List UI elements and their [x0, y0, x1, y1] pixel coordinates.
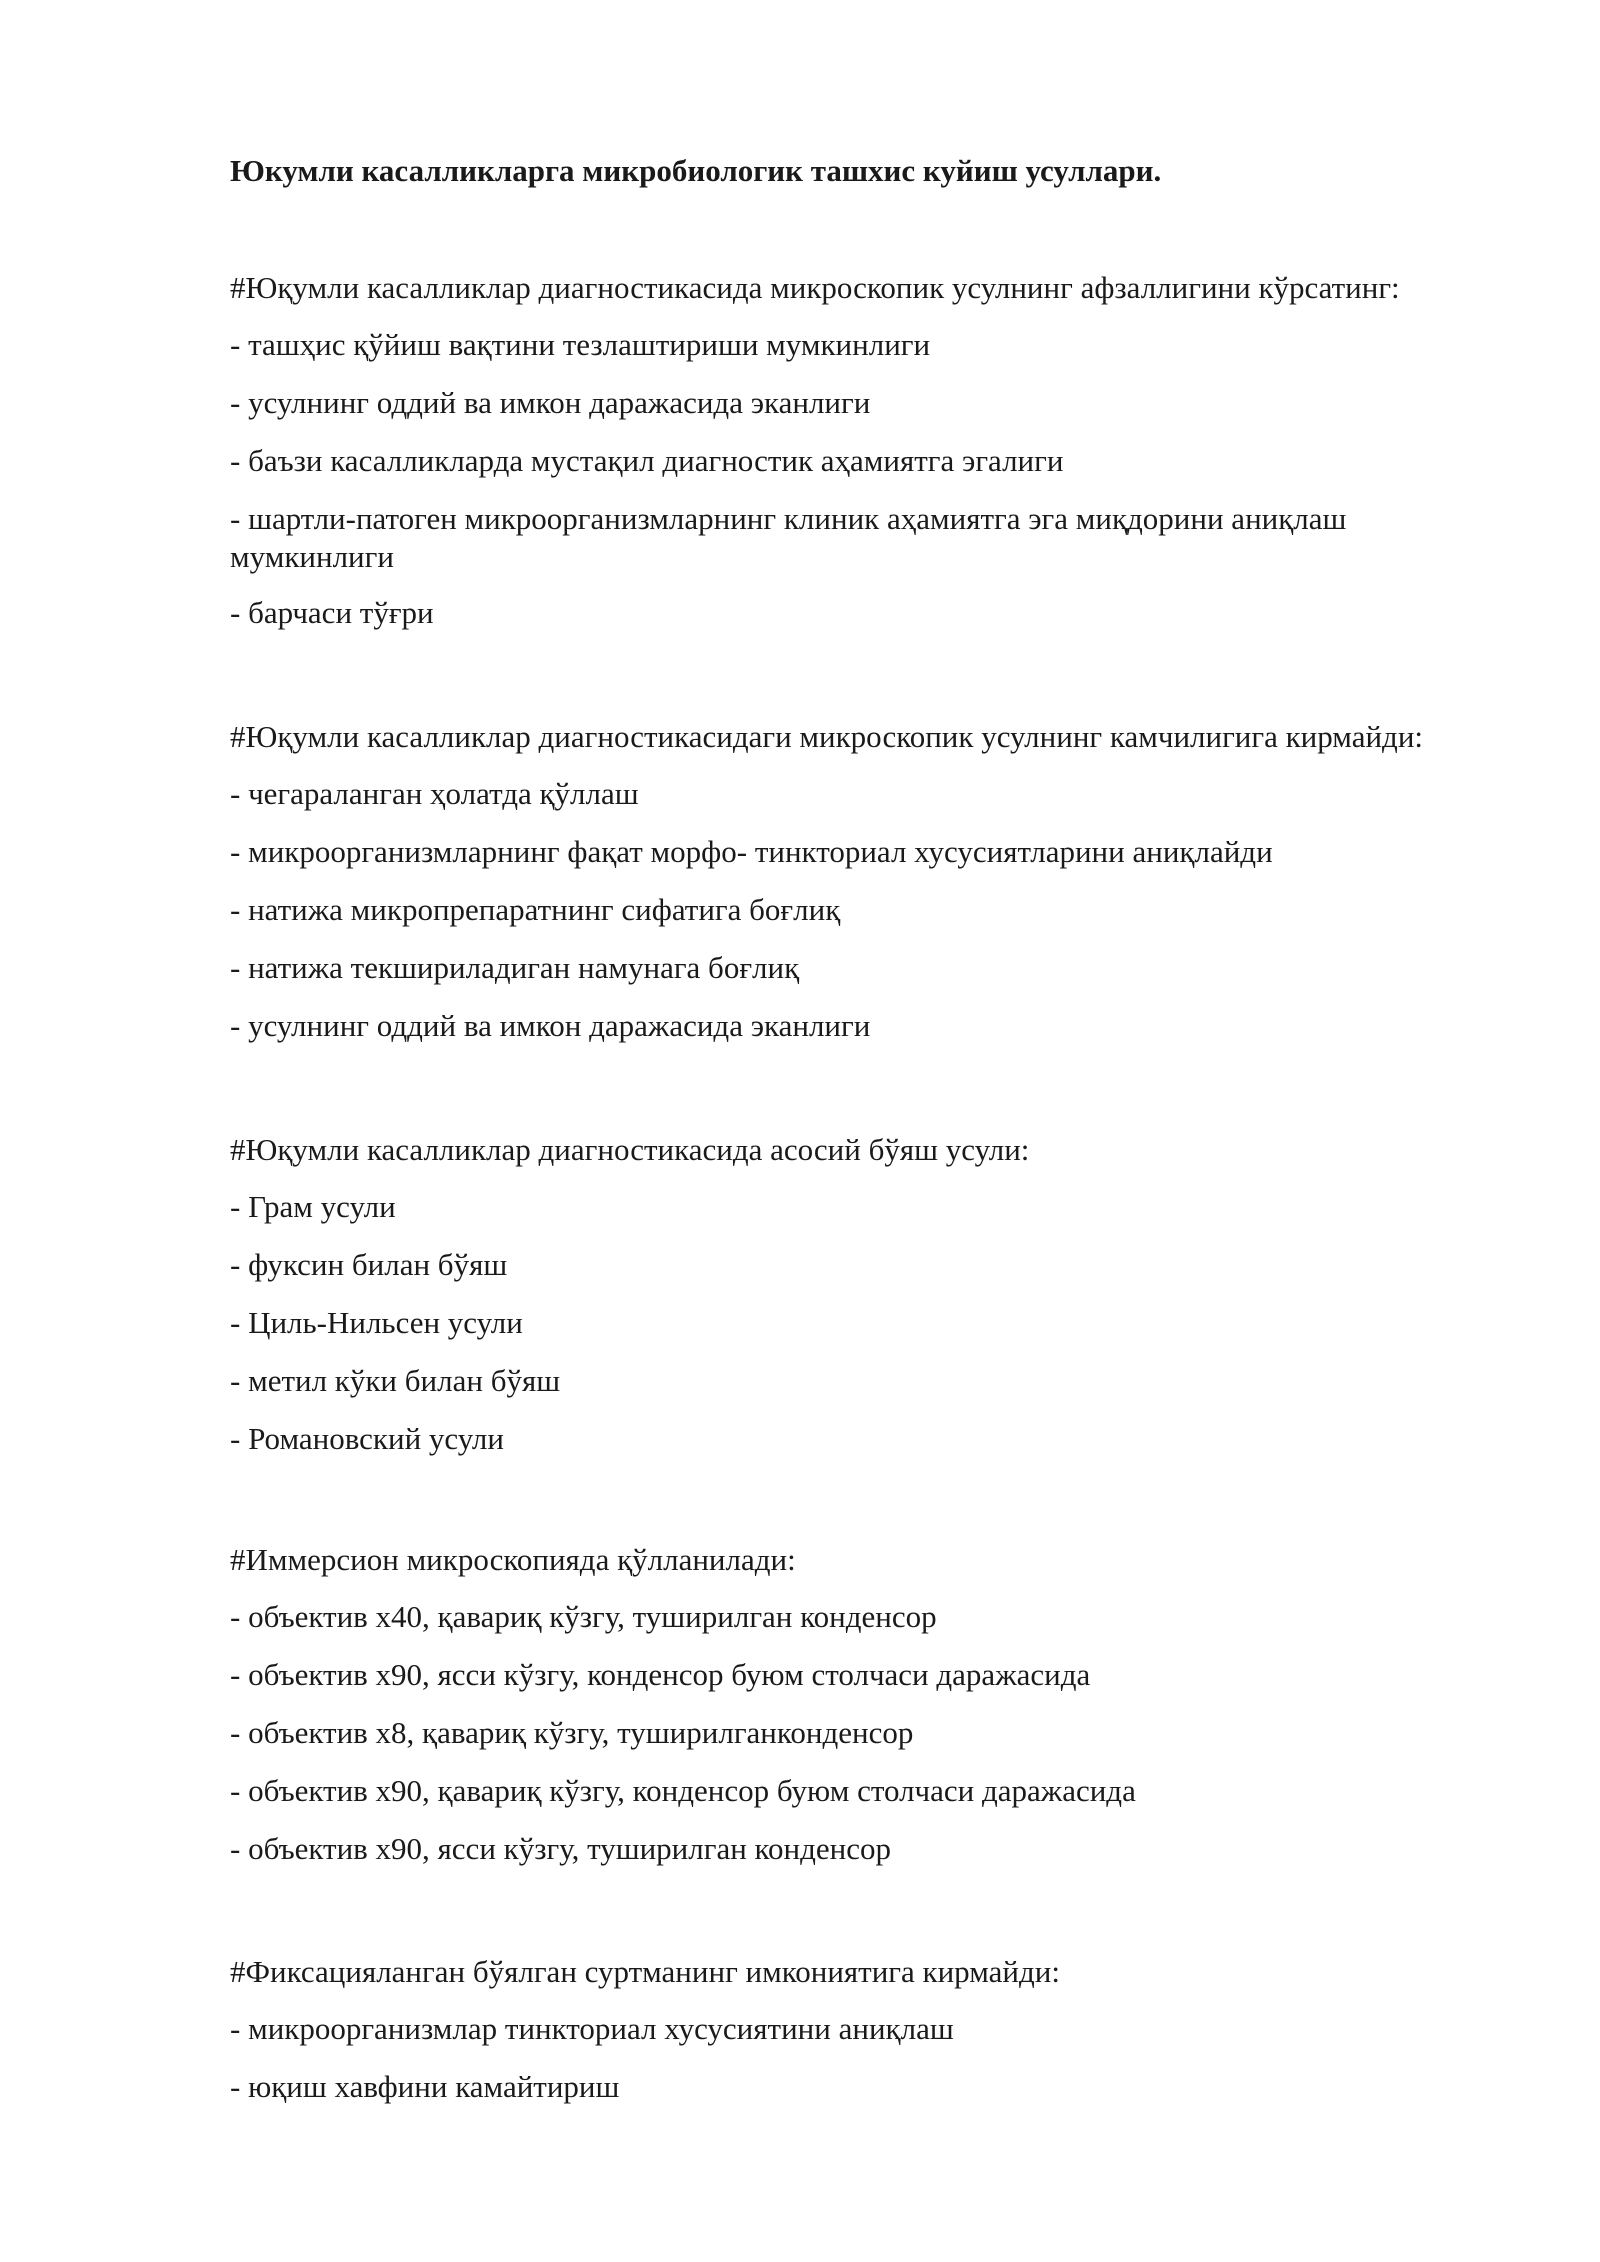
answer-option: - юқиш хавфини камайтириш — [230, 2069, 620, 2104]
answer-option: - Грам усули — [230, 1189, 396, 1224]
answer-option: - ташҳис қўйиш вақтини тезлаштириши мумкинлиги — [230, 327, 931, 362]
question-block — [230, 1540, 1490, 1870]
answer-option: - объектив х90, ясси кўзгу, конденсор буюм столчаси даражасида — [230, 1657, 1091, 1692]
document-title: Юкумли касалликларга микробиологик ташхис куйиш усуллари. — [230, 153, 1162, 188]
question-block — [230, 717, 1490, 1047]
question-block — [230, 1130, 1490, 1460]
answer-option: - натижа текшириладиган намунага боғлиқ — [230, 950, 800, 985]
answer-option: - микроорганизмлар тинкториал хусусиятини аниқлаш — [230, 2011, 954, 2046]
answer-option: - фуксин билан бўяш — [230, 1247, 508, 1282]
answer-option: - объектив х90, қавариқ кўзгу, конденсор буюм столчаси даражасида — [230, 1773, 1136, 1808]
answer-option: - натижа микропрепаратнинг сифатига боғлиқ — [230, 892, 841, 927]
answer-option: - усулнинг оддий ва имкон даражасида эканлиги — [230, 385, 871, 420]
answer-option: - объектив х40, қавариқ кўзгу, туширилган конденсор — [230, 1599, 937, 1634]
question-text: #Фиксацияланган бўялган суртманинг имкониятига кирмайди: — [230, 1954, 1060, 1989]
question-block — [230, 268, 1490, 634]
answer-option: - Циль-Нильсен усули — [230, 1305, 523, 1340]
question-text: #Иммерсион микроскопияда қўлланилади: — [230, 1542, 796, 1577]
answer-option: - микроорганизмларнинг фақат морфо- тинкториал хусусиятларини аниқлайди — [230, 834, 1273, 869]
answer-option: - Романовский усули — [230, 1421, 504, 1456]
answer-option: - метил кўки билан бўяш — [230, 1363, 561, 1398]
answer-option: - баъзи касалликларда мустақил диагностик аҳамиятга эгалиги — [230, 443, 1064, 478]
answer-option: - усулнинг оддий ва имкон даражасида эканлиги — [230, 1008, 871, 1043]
answer-option: - барчаси тўғри — [230, 595, 434, 630]
question-block — [230, 1952, 1490, 2108]
answer-option: - объектив х8, қавариқ кўзгу, туширилганконденсор — [230, 1715, 914, 1750]
answer-option: - чегараланган ҳолатда қўллаш — [230, 776, 639, 811]
question-text: #Юқумли касалликлар диагностикасидаги микроскопик усулнинг камчилигига кирмайди: — [230, 719, 1424, 754]
answer-option: - объектив х90, ясси кўзгу, туширилган конденсор — [230, 1831, 892, 1866]
answer-option: - шартли-патоген микроорганизмларнинг клиник аҳамиятга эга миқдорини аниқлаш мумкинлиги — [230, 501, 1347, 574]
question-text: #Юқумли касалликлар диагностикасида микроскопик усулнинг афзаллигини кўрсатинг: — [230, 270, 1400, 305]
question-text: #Юқумли касалликлар диагностикасида асосий бўяш усули: — [230, 1132, 1030, 1167]
